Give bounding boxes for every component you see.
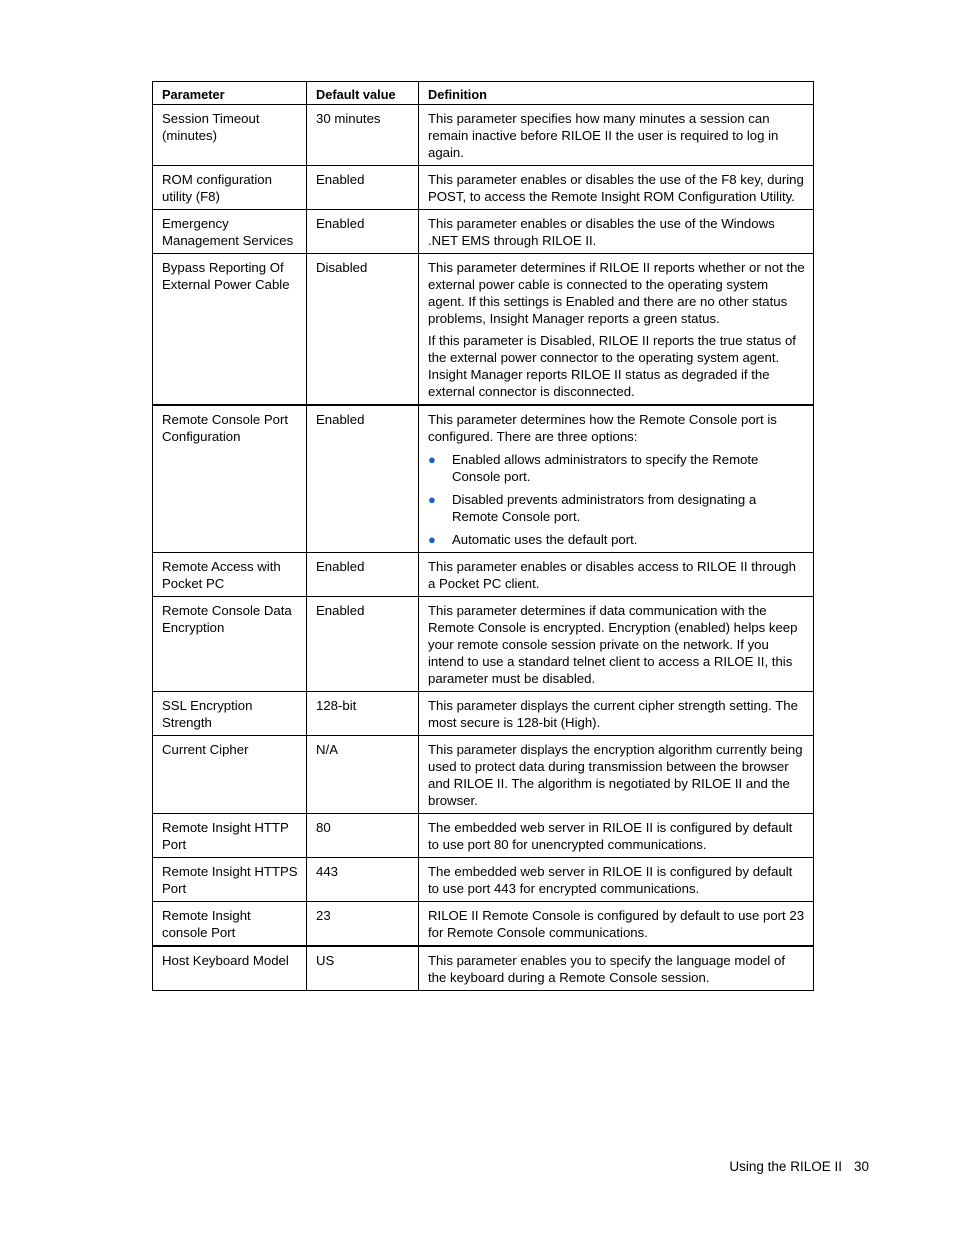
definition-paragraph: This parameter enables or disables access to RILOE II through a Pocket PC client. bbox=[428, 559, 796, 591]
header-parameter: Parameter bbox=[153, 82, 307, 105]
parameter-cell: Remote Insight console Port bbox=[153, 902, 307, 947]
definition-paragraph: This parameter determines how the Remote Console port is configured. There are three options: bbox=[428, 412, 777, 444]
option-list-item bbox=[428, 451, 806, 485]
parameter-cell: Current Cipher bbox=[153, 736, 307, 814]
default-value-cell: Enabled bbox=[307, 553, 419, 597]
default-value-cell: 23 bbox=[307, 902, 419, 947]
table-row bbox=[153, 597, 814, 692]
table-row bbox=[153, 858, 814, 902]
parameter-cell: SSL Encryption Strength bbox=[153, 692, 307, 736]
default-value-cell: 128-bit bbox=[307, 692, 419, 736]
definition-paragraph: This parameter specifies how many minutes a session can remain inactive before RILOE II the user is required to log in again. bbox=[428, 111, 779, 160]
table-row bbox=[153, 814, 814, 858]
parameter-cell: Remote Console Port Configuration bbox=[153, 405, 307, 553]
definition-cell bbox=[419, 210, 814, 254]
parameter-cell: Session Timeout (minutes) bbox=[153, 105, 307, 166]
definition-paragraph: RILOE II Remote Console is configured by default to use port 23 for Remote Console communications. bbox=[428, 908, 805, 940]
option-text: Disabled prevents administrators from designating a Remote Console port. bbox=[452, 492, 757, 524]
default-value-cell: 443 bbox=[307, 858, 419, 902]
definition-cell bbox=[419, 597, 814, 692]
default-value-cell: 80 bbox=[307, 814, 419, 858]
definition-cell bbox=[419, 105, 814, 166]
table-row bbox=[153, 946, 814, 991]
footer-section-title: Using the RILOE II bbox=[729, 1159, 842, 1174]
table-row bbox=[153, 692, 814, 736]
option-list-item bbox=[428, 531, 806, 548]
default-value-cell: 30 minutes bbox=[307, 105, 419, 166]
definition-paragraph: This parameter displays the current cipher strength setting. The most secure is 128-bit (High). bbox=[428, 698, 798, 730]
definition-paragraph: This parameter determines if data communication with the Remote Console is encrypted. Encryption (enabled) helps keep your remote console session private on the network. If you intend to use a standard telnet client to access a RILOE II, this parameter must be disabled. bbox=[428, 603, 798, 686]
default-value-cell: Disabled bbox=[307, 254, 419, 406]
definition-cell bbox=[419, 814, 814, 858]
default-value-cell: Enabled bbox=[307, 210, 419, 254]
parameter-table bbox=[152, 81, 814, 991]
parameter-cell: ROM configuration utility (F8) bbox=[153, 166, 307, 210]
header-default-value: Default value bbox=[307, 82, 419, 105]
default-value-cell: US bbox=[307, 946, 419, 991]
option-text: Automatic uses the default port. bbox=[452, 532, 638, 547]
definition-cell bbox=[419, 736, 814, 814]
table-row bbox=[153, 166, 814, 210]
definition-paragraph: The embedded web server in RILOE II is configured by default to use port 443 for encrypted communications. bbox=[428, 864, 793, 896]
table-row bbox=[153, 736, 814, 814]
definition-paragraph: This parameter enables or disables the use of the F8 key, during POST, to access the Remote Insight ROM Configuration Utility. bbox=[428, 172, 804, 204]
definition-paragraph: This parameter determines if RILOE II reports whether or not the external power cable is connected to the operating system agent. If this settings is Enabled and there are no other status problems, Insight Manager reports a green status. bbox=[428, 260, 805, 326]
definition-paragraph: The embedded web server in RILOE II is configured by default to use port 80 for unencrypted communications. bbox=[428, 820, 793, 852]
definition-cell bbox=[419, 692, 814, 736]
table-row bbox=[153, 210, 814, 254]
definition-cell bbox=[419, 166, 814, 210]
default-value-cell: Enabled bbox=[307, 405, 419, 553]
parameter-cell: Remote Console Data Encryption bbox=[153, 597, 307, 692]
bullet-icon: ● bbox=[428, 532, 436, 547]
page-number: 30 bbox=[853, 1159, 869, 1174]
parameter-cell: Remote Insight HTTPS Port bbox=[153, 858, 307, 902]
bullet-icon: ● bbox=[428, 492, 436, 507]
option-list bbox=[428, 451, 806, 548]
parameter-cell: Bypass Reporting Of External Power Cable bbox=[153, 254, 307, 406]
definition-cell bbox=[419, 254, 814, 406]
table-row bbox=[153, 902, 814, 947]
definition-cell bbox=[419, 946, 814, 991]
default-value-cell: Enabled bbox=[307, 597, 419, 692]
table-body bbox=[153, 105, 814, 991]
parameter-cell: Host Keyboard Model bbox=[153, 946, 307, 991]
definition-cell bbox=[419, 902, 814, 947]
definition-paragraph: This parameter enables or disables the use of the Windows .NET EMS through RILOE II. bbox=[428, 216, 775, 248]
definition-cell bbox=[419, 405, 814, 553]
default-value-cell: Enabled bbox=[307, 166, 419, 210]
definition-paragraph: This parameter displays the encryption algorithm currently being used to protect data during transmission between the browser and RILOE II. The algorithm is negotiated by RILOE II and the browser. bbox=[428, 742, 803, 808]
table-row bbox=[153, 105, 814, 166]
table-row bbox=[153, 553, 814, 597]
parameter-cell: Remote Access with Pocket PC bbox=[153, 553, 307, 597]
option-list-item bbox=[428, 491, 806, 525]
option-text: Enabled allows administrators to specify the Remote Console port. bbox=[452, 452, 759, 484]
header-definition: Definition bbox=[419, 82, 814, 105]
definition-paragraph: If this parameter is Disabled, RILOE II reports the true status of the external power connector to the operating system agent. Insight Manager reports RILOE II status as degraded if the external connector is disconnected. bbox=[428, 333, 796, 399]
table-row bbox=[153, 405, 814, 553]
table-header-row bbox=[153, 82, 814, 105]
definition-cell bbox=[419, 858, 814, 902]
table-row bbox=[153, 254, 814, 406]
definition-paragraph: This parameter enables you to specify the language model of the keyboard during a Remote Console session. bbox=[428, 953, 786, 985]
parameter-cell: Remote Insight HTTP Port bbox=[153, 814, 307, 858]
definition-cell bbox=[419, 553, 814, 597]
parameter-cell: Emergency Management Services bbox=[153, 210, 307, 254]
default-value-cell: N/A bbox=[307, 736, 419, 814]
bullet-icon: ● bbox=[428, 452, 436, 467]
page-footer bbox=[729, 1159, 869, 1174]
